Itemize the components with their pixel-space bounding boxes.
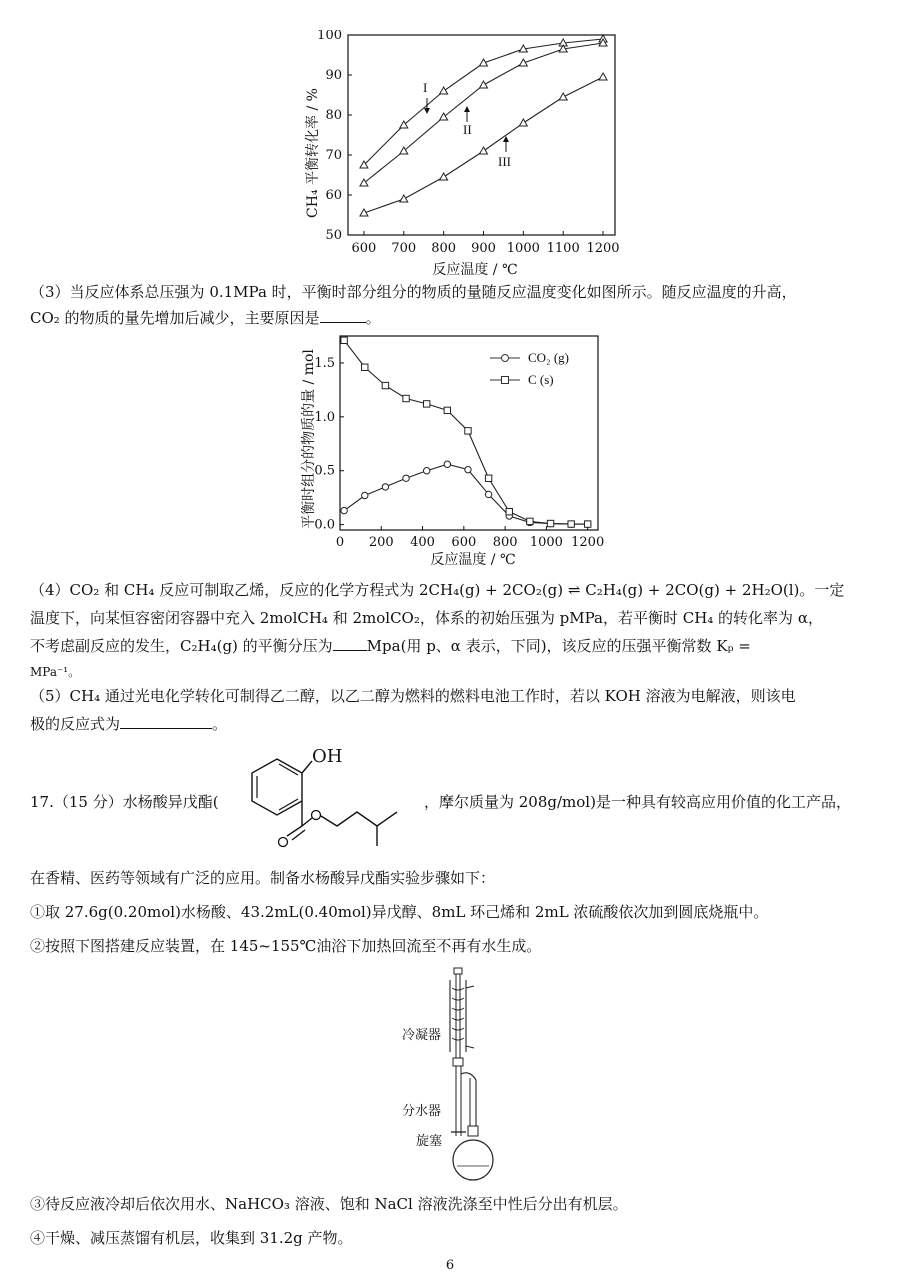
chart2-point-co2 [465,466,471,472]
water-outlet [466,986,474,988]
step-3: ③待反应液冷却后依次用水、NaHCO₃ 溶液、饱和 NaCl 溶液洗涤至中性后分出有机层。 [30,1195,628,1213]
chart2-x-axis-label: 反应温度 / ℃ [430,552,516,566]
stopcock-label: 旋塞 [416,1134,443,1149]
q17-line-2: 在香精、医药等领域有广泛的应用。制备水杨酸异戊酯实验步骤如下： [30,869,496,887]
chart1-tick-labels [317,30,619,256]
condenser-inner-tube [456,974,460,1058]
chart1-point-III [479,147,487,154]
chart1-point-I [440,87,448,94]
chart1-x-tick-label: 1200 [586,241,620,256]
legend-c-label: C (s) [528,372,554,387]
chart2-x-tick-label: 0 [335,535,345,550]
chart1-arrowhead-I [424,108,430,114]
chart2-x-tick-label: 200 [368,535,394,550]
q3-answer-blank [320,308,366,323]
condenser-top [454,968,462,974]
q3-line-1: （3）当反应体系总压强为 0.1MPa 时，平衡时部分组分的物质的量随反应温度变化如图所示。随反应温度的升高， [30,283,797,301]
chart2-y-tick-label: 1.0 [314,409,335,425]
amount-vs-temperature-chart [298,334,610,566]
chart1-point-III [400,195,408,202]
chart1-y-tick-label: 60 [325,188,342,203]
chart1-y-axis-label: CH₄ 平衡转化率 / % [305,88,321,218]
q5-line-2 [30,712,880,737]
q3-line-2-text: CO₂ 的物质的量先增加后减少，主要原因是 [30,309,320,327]
chart1-x-tick-label: 1000 [506,241,540,256]
q5-answer-blank [120,714,212,729]
chart1-point-III [519,119,527,126]
chart1-series-label-III: III [498,154,511,169]
q5-line-1: （5）CH₄ 通过光电化学转化可制得乙二醇，以乙二醇为燃料的燃料电池工作时，若以 KOH 溶液为电解液，则该电 [30,687,796,705]
chart1-point-III [559,93,567,100]
water-inlet [466,1046,474,1048]
chart2-point-c [547,520,553,526]
chart2-point-c [403,395,409,401]
page-number: 6 [445,1258,455,1273]
chart1-x-axis-label: 反应温度 / ℃ [432,262,518,278]
chart2-series [341,337,591,527]
q4-line-3-text: 不考虑副反应的发生，C₂H₄(g) 的平衡分压为 [30,637,333,655]
legend-co2-label: CO₂ (g) [528,350,569,365]
chart1-y-tick-label: 70 [325,148,342,163]
chart1-point-III [599,73,607,80]
separator-sidearm [461,1073,476,1126]
isoamyl-chain [321,812,397,826]
chart2-series-line-0 [344,464,588,524]
condenser-jacket [450,980,466,1052]
chart2-x-tick-label: 1200 [571,535,605,550]
benzene-ring [252,759,302,815]
chart1-series-label-I: I [423,80,428,95]
condenser-coils [452,988,464,1040]
round-bottom-flask [453,1140,493,1180]
carbonyl-oxygen [279,838,288,847]
flask-joint [468,1126,478,1136]
chart1-point-II [479,81,487,88]
q4-line-1: （4）CO₂ 和 CH₄ 反应可制取乙烯，反应的化学方程式为 2CH₄(g) + 2CO₂(g) ⇌ C₂H₄(g) + 2CO(g) + 2H₂O(l)。一定 [30,581,845,599]
condenser-label: 冷凝器 [402,1028,442,1043]
q4-line-4: MPa⁻¹。 [30,665,81,679]
q5-line-2-text: 极的反应式为 [30,715,121,733]
chart1-x-tick-label: 700 [391,241,417,256]
oh-label: OH [312,746,343,767]
chart2-point-c [341,337,347,343]
chart1-y-tick-label: 90 [325,68,342,83]
chart2-point-co2 [362,492,368,498]
chart2-point-co2 [382,484,388,490]
chart2-x-tick-label: 600 [451,535,477,550]
step-4: ④干燥、减压蒸馏有机层，收集到 31.2g 产物。 [30,1229,353,1247]
chart2-y-axis-label: 平衡时组分的物质的量 / mol [301,349,317,529]
q4-line-3-rest: Mpa(用 p、α 表示，下同)，该反应的压强平衡常数 Kₚ = [366,637,751,655]
chart2-point-c [444,407,450,413]
chart2-point-c [423,401,429,407]
chart1-x-tick-label: 1100 [546,241,580,256]
chart2-x-tick-label: 800 [492,535,518,550]
chart2-legend [490,350,569,387]
chart2-point-co2 [444,461,450,467]
chart1-x-tick-label: 900 [471,241,496,256]
q17-intro-start: 17.（15 分）水杨酸异戊酯( [30,793,219,811]
chart2-y-tick-label: 0.5 [314,463,335,479]
q5-line-2-end: 。 [212,715,228,733]
legend-co2-marker [502,355,509,362]
q4-line-3 [30,634,880,659]
chart2-x-tick-label: 400 [410,535,435,550]
chart1-arrowhead-II [464,106,470,112]
chart2-point-co2 [423,468,429,474]
chart2-point-co2 [341,507,347,513]
ester-oxygen [312,811,321,820]
q4-line-2: 温度下，向某恒容密闭容器中充入 2molCH₄ 和 2molCO₂，体系的初始压强为 pMPa，若平衡时 CH₄ 的转化率为 α， [30,609,823,627]
chart2-point-c [382,382,388,388]
chart2-y-tick-label: 1.5 [314,355,335,371]
oh-bond [302,761,312,773]
chart1-y-tick-label: 50 [325,228,342,243]
chart2-point-co2 [485,491,491,497]
chart1-x-tick-label: 800 [431,241,457,256]
chart2-point-c [568,521,574,527]
q3-line-2 [30,306,880,331]
ester-bond [302,818,312,826]
separator-label: 分水器 [402,1104,442,1119]
legend-c-marker [502,377,509,384]
chart2-tick-labels [314,356,604,550]
chart2-point-c [485,475,491,481]
step-1: ①取 27.6g(0.20mol)水杨酸、43.2mL(0.40mol)异戊醇、8mL 环己烯和 2mL 浓硫酸依次加到圆底烧瓶中。 [30,903,769,921]
reflux-apparatus-diagram [440,966,520,1186]
chart1-point-III [440,173,448,180]
q4-partial-pressure-blank [333,636,367,651]
chart2-point-c [362,364,368,370]
chart2-point-c [465,428,471,434]
q3-line-2-end: 。 [365,309,381,327]
chart1-x-tick-label: 600 [351,241,377,256]
separator-tube [456,1066,461,1136]
chart1-y-tick-label: 100 [317,30,342,43]
chart2-point-c [584,521,590,527]
step-2: ②按照下图搭建反应装置，在 145~155℃油浴下加热回流至不再有水生成。 [30,937,542,955]
chart2-point-c [506,508,512,514]
chart2-point-c [527,518,533,524]
ch4-conversion-chart [300,30,620,280]
isoamyl-salicylate-structure [232,746,422,852]
chart1-series-label-II: II [463,122,472,137]
q17-intro-end: ，摩尔质量为 208g/mol)是一种具有较高应用价值的化工产品， [424,793,851,811]
separator-joint [453,1058,463,1066]
chart2-x-tick-label: 1000 [529,535,563,550]
chart2-y-tick-label: 0.0 [314,517,335,533]
chart1-y-tick-label: 80 [325,108,342,123]
chart1-series-line-III [364,77,603,213]
chart2-point-co2 [403,475,409,481]
chart1-series [360,35,607,216]
